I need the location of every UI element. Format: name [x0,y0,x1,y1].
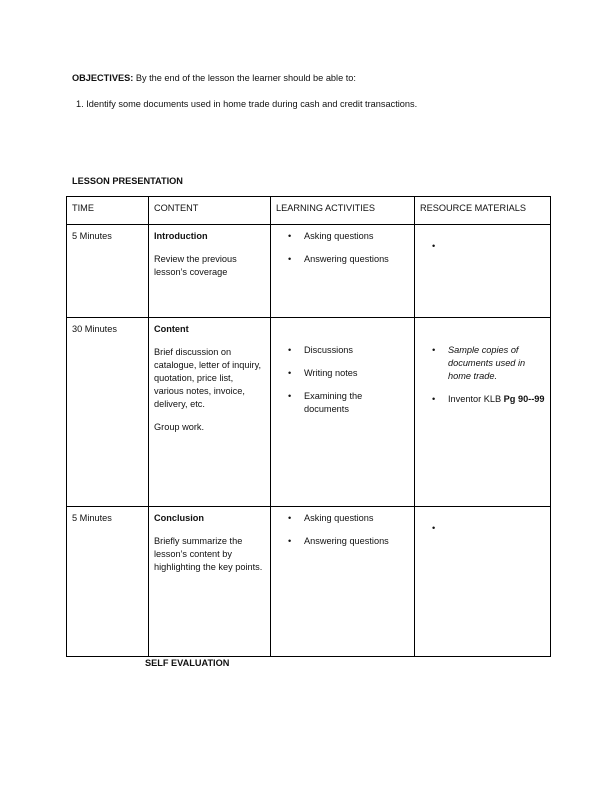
content-cell [149,318,271,507]
content-title: Introduction [154,231,208,241]
objectives-line [72,73,356,83]
resource-pages: Pg 90--99 [503,394,545,404]
list-item: • Asking questions [304,512,409,525]
content-title: Conclusion [154,513,205,523]
activities-cell [271,225,415,318]
list-item: • Asking questions [304,230,409,243]
table-row [67,507,551,657]
objectives-text: By the end of the lesson the learner should be able to: [133,73,356,83]
objectives-label: OBJECTIVES: [72,73,134,83]
list-item: • Answering questions [304,253,409,266]
list-item: • Examining the documents [304,390,409,416]
content-text: Briefly summarize the lesson’s content by highlighting the key points. [154,536,263,572]
resources-cell [415,318,551,507]
content-cell [149,507,271,657]
content-title: Content [154,324,189,334]
content-cell [149,225,271,318]
lesson-table [66,196,551,657]
list-item [448,393,545,406]
content-text: Brief discussion on catalogue, letter of inquiry, quotation, price list, various notes, invoice, delivery, etc. [154,347,262,409]
activities-cell [271,507,415,657]
self-evaluation-heading: SELF EVALUATION [145,658,230,668]
resource-text: Inventor KLB [448,394,504,404]
resources-cell [415,507,551,657]
list-item: • Answering questions [304,535,409,548]
activities-cell [271,318,415,507]
list-item: • Sample copies of documents used in home trade. [448,344,545,383]
content-text: Group work. [154,422,205,432]
table-header-row [67,197,551,225]
header-content: CONTENT [149,197,271,225]
table-row [67,225,551,318]
table-row [67,318,551,507]
list-item: • Discussions [304,344,409,357]
time-cell: 5 Minutes [67,225,149,318]
list-item: • Writing notes [304,367,409,380]
resources-cell [415,225,551,318]
header-activities: LEARNING ACTIVITIES [271,197,415,225]
content-text: Review the previous lesson’s coverage [154,254,237,277]
section-title: LESSON PRESENTATION [72,176,183,186]
header-time: TIME [67,197,149,225]
time-cell: 5 Minutes [67,507,149,657]
objective-item: 1. Identify some documents used in home trade during cash and credit transactions. [76,99,418,109]
time-cell: 30 Minutes [67,318,149,507]
header-resources: RESOURCE MATERIALS [415,197,551,225]
